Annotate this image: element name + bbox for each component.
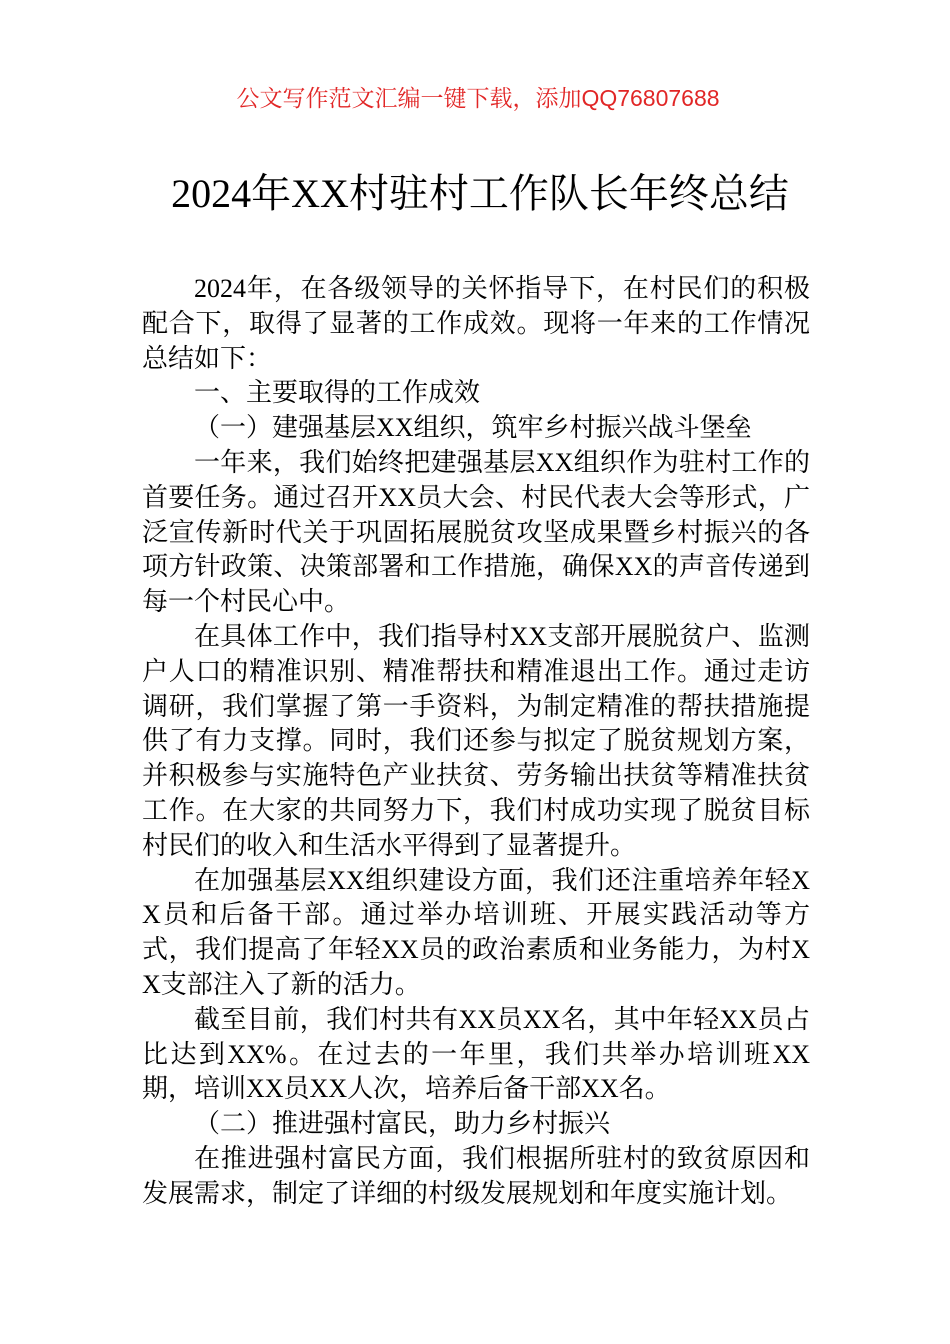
document-body — [142, 272, 810, 1212]
promo-notice-banner: 公文写作范文汇编一键下载，添加QQ76807688 — [236, 85, 720, 111]
paragraph-poverty-alleviation-work: 在具体工作中，我们指导村XX支部开展脱贫户、监测户人口的精准识别、精准帮扶和精准退出工作。通过走访调研，我们掌握了第一手资料，为制定精准的帮扶措施提供了有力支撑。同时，我们还参与拟定了脱贫规划方案，并积极参与实施特色产业扶贫、劳务输出扶贫等精准扶贫工作。在大家的共同努力下，我们村成功实现了脱贫目标村民们的收入和生活水平得到了显著提升。 — [142, 621, 810, 860]
paragraph-intro: 2024年，在各级领导的关怀指导下，在村民们的积极配合下，取得了显著的工作成效。现将一年来的工作情况总结如下： — [142, 274, 810, 373]
subsection-heading-1-party-building: （一）建强基层XX组织，筑牢乡村振兴战斗堡垒 — [194, 413, 752, 443]
section-heading-main-achievements: 一、主要取得的工作成效 — [194, 378, 481, 408]
paragraph-party-building-overview: 一年来，我们始终把建强基层XX组织作为驻村工作的首要任务。通过召开XX员大会、村民代表大会等形式，广泛宣传新时代关于巩固拓展脱贫攻坚成果暨乡村振兴的各项方针政策、决策部署和工作措施，确保XX的声音传递到每一个村民心中。 — [142, 447, 810, 617]
paragraph-member-statistics: 截至目前，我们村共有XX员XX名，其中年轻XX员占比达到XX%。在过去的一年里，我们共举办培训班XX期，培训XX员XX人次，培养后备干部XX名。 — [142, 1004, 810, 1104]
document-title: 2024年XX村驻村工作队长年终总结 — [171, 171, 789, 216]
subsection-heading-2-village-prosperity: （二）推进强村富民，助力乡村振兴 — [194, 1109, 611, 1139]
paragraph-village-development-plan: 在推进强村富民方面，我们根据所驻村的致贫原因和发展需求，制定了详细的村级发展规划和年度实施计划。 — [142, 1143, 810, 1208]
paragraph-young-member-training: 在加强基层XX组织建设方面，我们还注重培养年轻XX员和后备干部。通过举办培训班、开展实践活动等方式，我们提高了年轻XX员的政治素质和业务能力，为村XX支部注入了新的活力。 — [142, 865, 810, 999]
